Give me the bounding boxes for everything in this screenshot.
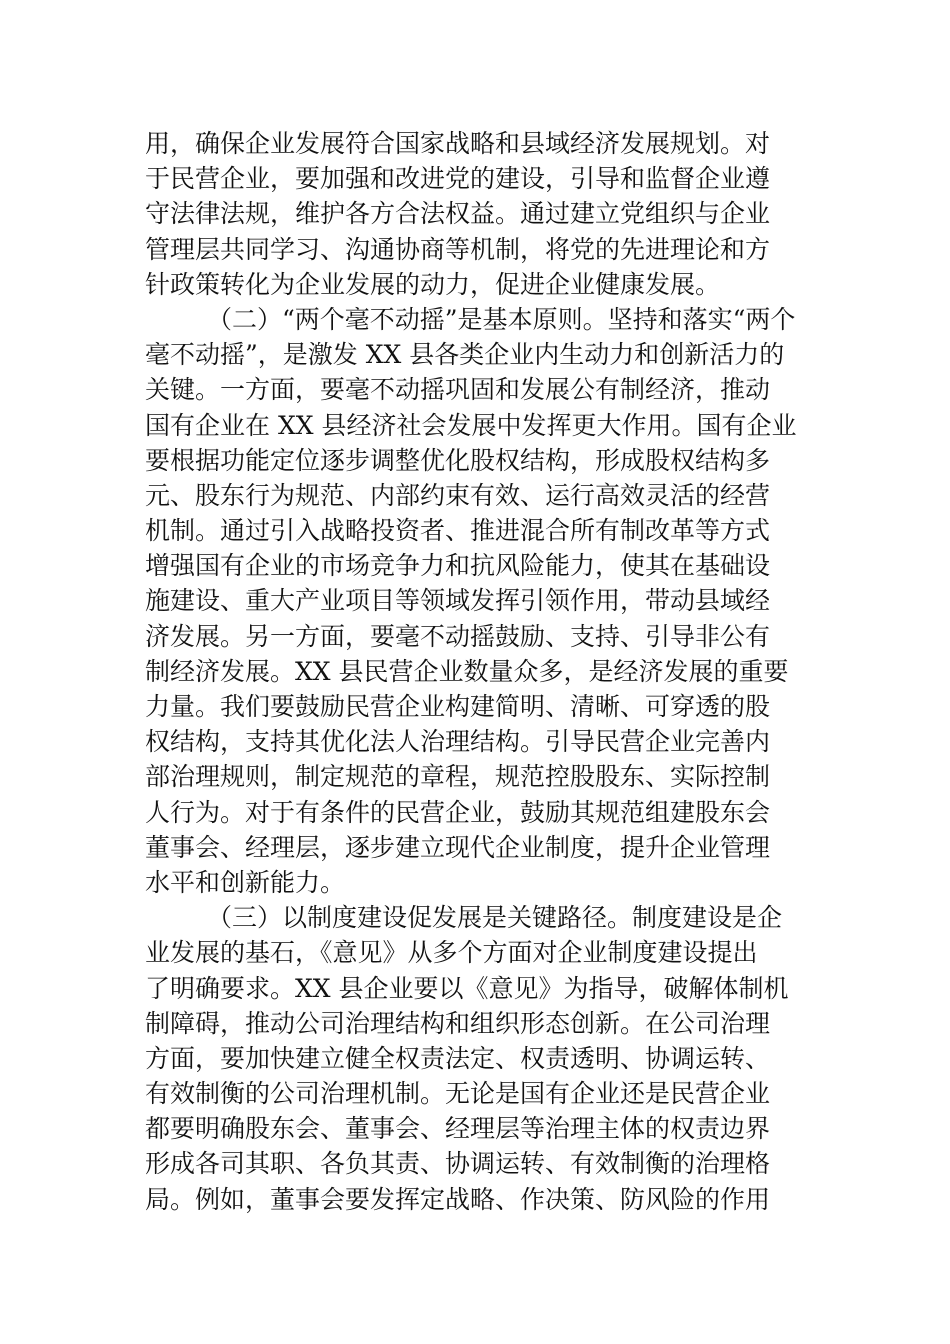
text-line: 制障碍，推动公司治理结构和组织形态创新。在公司治理 [145, 1008, 771, 1038]
text-line: 部治理规则，制定规范的章程，规范控股股东、实际控制 [145, 762, 771, 792]
text-line: 机制。通过引入战略投资者、推进混合所有制改革等方式 [145, 516, 771, 546]
text-line: 权结构，支持其优化法人治理结构。引导民营企业完善内 [145, 727, 771, 757]
text-line: 关键。一方面，要毫不动摇巩固和发展公有制经济，推动 [145, 375, 771, 405]
text-line: 业发展的基石，《意见》从多个方面对企业制度建设提出 [145, 938, 758, 968]
text-line: 局。例如，董事会要发挥定战略、作决策、防风险的作用 [145, 1184, 771, 1214]
text-line: 人行为。对于有条件的民营企业，鼓励其规范组建股东会 [145, 797, 771, 827]
paragraph-heading-2: （二）“两个毫不动摇”是基本原则。坚持和落实“两个 [207, 304, 796, 334]
text-line: 元、股东行为规范、内部约束有效、运行高效灵活的经营 [145, 480, 771, 510]
text-line: 制经济发展。XX 县民营企业数量众多，是经济发展的重要 [145, 656, 789, 686]
paragraph-heading-3: （三）以制度建设促发展是关键路径。制度建设是企 [207, 903, 783, 933]
text-line: 力量。我们要鼓励民营企业构建简明、清晰、可穿透的股 [145, 692, 771, 721]
text-line: 有效制衡的公司治理机制。无论是国有企业还是民营企业 [145, 1079, 771, 1109]
text-line: 水平和创新能力。 [145, 867, 346, 897]
text-line: 形成各司其职、各负其责、协调运转、有效制衡的治理格 [145, 1149, 771, 1179]
text-line: 用，确保企业发展符合国家战略和县域经济发展规划。对 [145, 129, 771, 158]
text-line: 管理层共同学习、沟通协商等机制，将党的先进理论和方 [145, 234, 771, 264]
text-line: 济发展。另一方面，要毫不动摇鼓励、支持、引导非公有 [145, 621, 771, 651]
text-line: 施建设、重大产业项目等领域发挥引领作用，带动县域经 [145, 586, 771, 616]
text-line: 都要明确股东会、董事会、经理层等治理主体的权责边界 [145, 1114, 771, 1144]
text-line: 增强国有企业的市场竞争力和抗风险能力，使其在基础设 [145, 551, 771, 581]
text-line: 针政策转化为企业发展的动力，促进企业健康发展。 [145, 269, 721, 299]
text-line: 董事会、经理层，逐步建立现代企业制度，提升企业管理 [145, 832, 771, 862]
body-text [145, 126, 810, 1217]
text-line: 毫不动摇”，是激发 XX 县各类企业内生动力和创新活力的 [145, 340, 785, 370]
text-line: 守法律法规，维护各方合法权益。通过建立党组织与企业 [145, 199, 771, 229]
text-line: 方面，要加快建立健全权责法定、权责透明、协调运转、 [145, 1043, 771, 1073]
text-line: 了明确要求。XX 县企业要以《意见》为指导，破解体制机 [145, 973, 789, 1003]
text-line: 于民营企业，要加强和改进党的建设，引导和监督企业遵 [145, 164, 771, 194]
text-line: 要根据功能定位逐步调整优化股权结构，形成股权结构多 [145, 445, 771, 475]
text-line: 国有企业在 XX 县经济社会发展中发挥更大作用。国有企业 [145, 410, 797, 440]
